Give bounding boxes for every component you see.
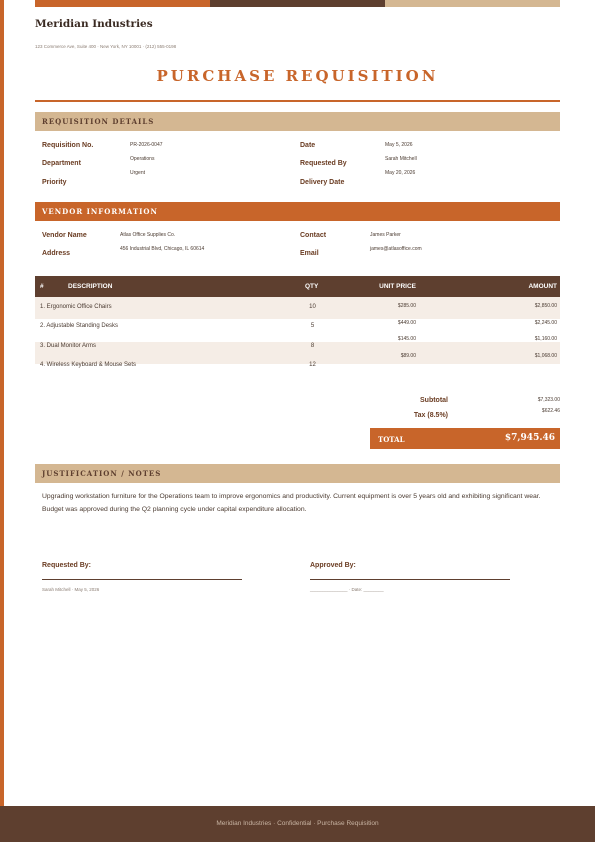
left-accent-rail — [0, 0, 4, 806]
table-row-band — [35, 342, 560, 364]
tax-label: Tax (8.5%) — [413, 412, 448, 419]
approved-by-signature-label: Approved By: — [310, 562, 356, 569]
item-description: 4. Wireless Keyboard & Mouse Sets — [40, 362, 137, 368]
tax-value: $622.46 — [541, 408, 560, 414]
item-qty: 5 — [310, 323, 315, 329]
requested-by-signature-label: Requested By: — [42, 562, 92, 569]
total-box — [370, 428, 560, 449]
document-title: PURCHASE REQUISITION — [156, 67, 439, 85]
approved-signature-meta: _______________ · Date: ________ — [310, 587, 384, 592]
item-description: 1. Ergonomic Office Chairs — [40, 304, 112, 310]
item-amount: $2,850.00 — [534, 303, 557, 309]
requested-by-label: Requested By — [300, 160, 347, 167]
justification-heading: JUSTIFICATION / NOTES — [35, 464, 560, 483]
requested-by-value: Sarah Mitchell — [385, 156, 417, 162]
table-row-band — [35, 297, 560, 319]
band-segment-orange — [35, 0, 210, 7]
requested-signature-line — [42, 579, 242, 580]
email-value: james@atlasoffice.com — [370, 246, 422, 252]
email-label: Email — [300, 250, 319, 257]
approved-signature-line — [310, 579, 510, 580]
item-unit-price: $89.00 — [400, 353, 416, 359]
date-label: Date — [300, 142, 316, 149]
priority-value: Urgent — [130, 170, 146, 176]
contact-value: James Parker — [370, 232, 401, 238]
col-number-header: # — [40, 283, 44, 290]
subtotal-label: Subtotal — [420, 397, 448, 404]
col-unit-price-header: UNIT PRICE — [379, 283, 416, 290]
requisition-number-value: PR-2026-0047 — [130, 142, 163, 148]
requisition-number-label: Requisition No. — [42, 142, 94, 149]
item-description: 2. Adjustable Standing Desks — [40, 323, 119, 329]
item-amount: $2,245.00 — [534, 320, 557, 326]
item-qty: 8 — [310, 343, 315, 349]
priority-label: Priority — [42, 179, 67, 186]
delivery-date-label: Delivery Date — [300, 179, 345, 186]
subtotal-value: $7,323.00 — [537, 397, 560, 403]
item-description: 3. Dual Monitor Arms — [40, 343, 97, 349]
col-amount-header: AMOUNT — [528, 283, 557, 290]
requisition-details-heading: REQUISITION DETAILS — [35, 112, 560, 131]
band-segment-tan — [385, 0, 560, 7]
total-value: $7,945.46 — [504, 433, 555, 443]
header-color-band — [35, 0, 560, 7]
company-name: Meridian Industries — [35, 18, 153, 30]
total-label: TOTAL — [378, 435, 405, 444]
vendor-address-label: Address — [42, 250, 71, 257]
item-unit-price: $145.00 — [397, 336, 416, 342]
item-unit-price: $285.00 — [397, 303, 416, 309]
contact-label: Contact — [300, 232, 327, 239]
item-qty: 10 — [309, 304, 316, 310]
title-divider — [35, 100, 560, 102]
col-description-header: DESCRIPTION — [68, 283, 113, 290]
department-value: Operations — [130, 156, 155, 162]
band-segment-brown — [210, 0, 385, 7]
col-qty-header: QTY — [305, 283, 319, 290]
item-qty: 12 — [309, 362, 316, 368]
vendor-information-heading: VENDOR INFORMATION — [35, 202, 560, 221]
department-label: Department — [42, 160, 81, 167]
vendor-name-label: Vendor Name — [42, 232, 87, 239]
requested-signature-meta: Sarah Mitchell · May 5, 2026 — [42, 587, 100, 592]
delivery-date-value: May 20, 2026 — [385, 170, 416, 176]
item-unit-price: $449.00 — [397, 320, 416, 326]
date-value: May 5, 2026 — [385, 142, 413, 148]
vendor-name-value: Atlas Office Supplies Co. — [120, 232, 176, 238]
item-amount: $1,068.00 — [534, 353, 557, 359]
vendor-address-value: 456 Industrial Blvd, Chicago, IL 60614 — [120, 246, 205, 252]
company-address: 123 Commerce Ave, Suite 400 · New York, NY 10001 · (212) 555-0198 — [35, 44, 177, 49]
items-table-header — [35, 276, 560, 297]
justification-text: Upgrading workstation furniture for the Operations team to improve ergonomics and productivity. Current equipment is over 5 years old and exhibiting significant wear. Budget was approved during the Q2 planning cycle under capital expenditure allocation. — [42, 493, 541, 513]
item-amount: $1,160.00 — [534, 336, 557, 342]
page-footer: Meridian Industries · Confidential · Purchase Requisition — [0, 806, 595, 842]
